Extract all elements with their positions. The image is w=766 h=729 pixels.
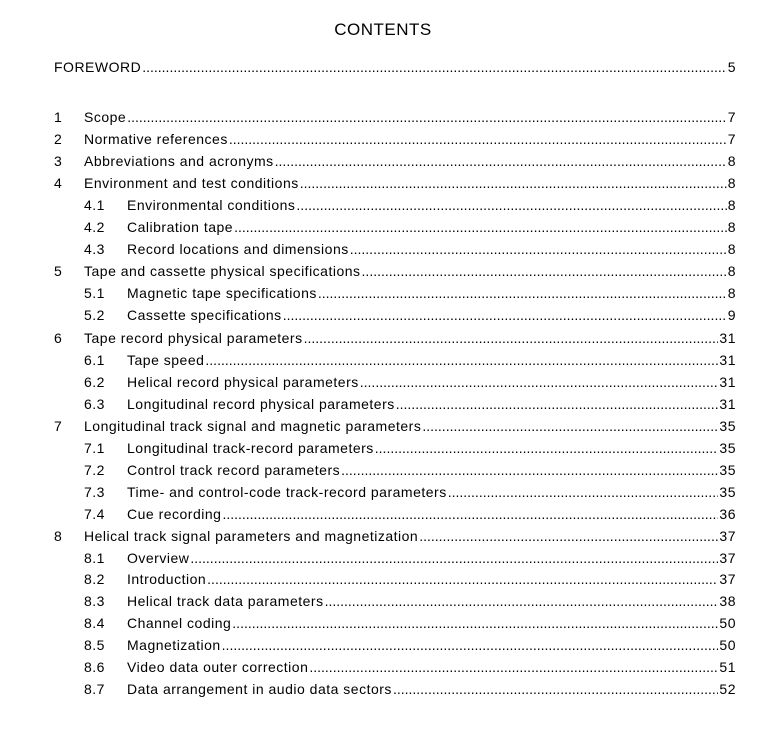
toc-entry-title: Record locations and dimensions: [127, 241, 349, 257]
toc-entry[interactable]: [54, 150, 736, 170]
toc-entry-page: 31: [719, 396, 736, 412]
toc-entry[interactable]: [54, 260, 736, 280]
toc-entry-page: 37: [719, 571, 736, 587]
toc-entry[interactable]: [54, 172, 736, 192]
dot-leader: [341, 461, 718, 479]
toc-entry-page: 50: [719, 615, 736, 631]
toc-entry-page: 8: [727, 263, 736, 279]
toc-entry[interactable]: [54, 393, 736, 413]
toc-entry-number: 3: [54, 153, 63, 169]
toc-entry-page: 51: [719, 659, 736, 675]
toc-entry[interactable]: [54, 106, 736, 126]
dot-leader: [207, 570, 718, 588]
toc-entry-title: Time- and control-code track-record parameters: [127, 484, 447, 500]
toc-entry-title: FOREWORD: [54, 59, 142, 75]
toc-entry-title: Calibration tape: [127, 219, 234, 235]
toc-entry[interactable]: [54, 437, 736, 457]
toc-entry-title: Tape record physical parameters: [84, 330, 303, 346]
dot-leader: [396, 395, 719, 413]
toc-entry-number: 8.7: [84, 681, 105, 697]
toc-entry-page: 35: [719, 418, 736, 434]
toc-entry-number: 8: [54, 528, 63, 544]
dot-leader: [422, 417, 718, 435]
toc-entry-number: 8.3: [84, 593, 105, 609]
toc-entry-number: 1: [54, 109, 63, 125]
toc-entry[interactable]: [54, 56, 736, 76]
dot-leader: [318, 284, 727, 302]
toc-entry-title: Magnetization: [127, 637, 221, 653]
toc-entry-page: 7: [727, 109, 736, 125]
dot-leader: [350, 240, 727, 258]
toc-entry[interactable]: [54, 128, 736, 148]
toc-entry-number: 7.3: [84, 484, 105, 500]
toc-entry-page: 8: [727, 219, 736, 235]
toc-entry[interactable]: [54, 216, 736, 236]
toc-entry-title: Data arrangement in audio data sectors: [127, 681, 392, 697]
toc-entry[interactable]: [54, 568, 736, 588]
toc-entry-title: Longitudinal record physical parameters: [127, 396, 395, 412]
toc-entry-page: 37: [719, 528, 736, 544]
toc-entry-title: Helical record physical parameters: [127, 374, 359, 390]
dot-leader: [300, 174, 727, 192]
toc-entry-number: 7.2: [84, 462, 105, 478]
toc-entry-page: 50: [719, 637, 736, 653]
toc-entry-number: 4: [54, 175, 63, 191]
dot-leader: [275, 152, 727, 170]
toc-entry-number: 5: [54, 263, 63, 279]
dot-leader: [375, 439, 719, 457]
dot-leader: [448, 483, 719, 501]
toc-entry-page: 37: [719, 550, 736, 566]
toc-entry[interactable]: [54, 304, 736, 324]
toc-entry-title: Environmental conditions: [127, 197, 296, 213]
toc-entry-page: 5: [727, 59, 736, 75]
toc-entry[interactable]: [54, 282, 736, 302]
toc-entry-page: 8: [727, 175, 736, 191]
toc-entry-number: 2: [54, 131, 63, 147]
toc-entry-page: 52: [719, 681, 736, 697]
toc-entry-number: 6.1: [84, 352, 105, 368]
dot-leader: [190, 549, 718, 567]
dot-leader: [127, 108, 727, 126]
toc-entry-number: 4.3: [84, 241, 105, 257]
toc-entry-number: 4.1: [84, 197, 105, 213]
dot-leader: [393, 680, 718, 698]
toc-entry[interactable]: [54, 349, 736, 369]
toc-entry[interactable]: [54, 678, 736, 698]
toc-entry-page: 38: [719, 593, 736, 609]
toc-entry-title: Tape speed: [127, 352, 205, 368]
toc-entry-title: Environment and test conditions: [84, 175, 299, 191]
toc-entry-title: Channel coding: [127, 615, 232, 631]
toc-entry-number: 6.2: [84, 374, 105, 390]
toc-entry[interactable]: [54, 238, 736, 258]
toc-entry-page: 36: [719, 506, 736, 522]
toc-entry[interactable]: [54, 612, 736, 632]
toc-entry-number: 7: [54, 418, 63, 434]
toc-entry-number: 8.4: [84, 615, 105, 631]
toc-entry-page: 35: [719, 484, 736, 500]
toc-entry[interactable]: [54, 459, 736, 479]
dot-leader: [419, 527, 718, 545]
toc-entry-page: 8: [727, 241, 736, 257]
dot-leader: [222, 505, 718, 523]
toc-entry-title: Normative references: [84, 131, 228, 147]
dot-leader: [304, 329, 719, 347]
toc-entry[interactable]: [54, 327, 736, 347]
toc-entry-page: 8: [727, 285, 736, 301]
dot-leader: [283, 306, 727, 324]
toc-entry-page: 31: [719, 352, 736, 368]
toc-entry-title: Cue recording: [127, 506, 222, 522]
toc-entry-page: 7: [727, 131, 736, 147]
toc-entry-page: 8: [727, 197, 736, 213]
toc-entry-title: Helical track signal parameters and magnetization: [84, 528, 419, 544]
dot-leader: [309, 658, 718, 676]
toc-entry-title: Overview: [127, 550, 190, 566]
toc-entry-page: 35: [719, 462, 736, 478]
toc-entry-title: Longitudinal track signal and magnetic parameters: [84, 418, 422, 434]
toc-entry-title: Magnetic tape specifications: [127, 285, 317, 301]
page-title: CONTENTS: [334, 20, 432, 39]
dot-leader: [234, 218, 727, 236]
toc-entry-number: 7.4: [84, 506, 105, 522]
toc-entry-title: Introduction: [127, 571, 207, 587]
toc-entry[interactable]: [54, 194, 736, 214]
toc-entry-number: 5.1: [84, 285, 105, 301]
dot-leader: [222, 636, 719, 654]
toc-entry-number: 6: [54, 330, 63, 346]
dot-leader: [142, 58, 726, 76]
toc-entry[interactable]: [54, 371, 736, 391]
toc-entry-page: 8: [727, 153, 736, 169]
toc-entry-number: 6.3: [84, 396, 105, 412]
dot-leader: [229, 130, 727, 148]
toc-entry[interactable]: [54, 547, 736, 567]
toc-entry-page: 9: [727, 307, 736, 323]
toc-entry[interactable]: [54, 481, 736, 501]
dot-leader: [296, 196, 726, 214]
toc-entry[interactable]: [54, 503, 736, 523]
toc-entry-title: Helical track data parameters: [127, 593, 324, 609]
toc-entry[interactable]: [54, 525, 736, 545]
dot-leader: [362, 262, 727, 280]
toc-entry[interactable]: [54, 656, 736, 676]
dot-leader: [205, 351, 718, 369]
toc-entry[interactable]: [54, 634, 736, 654]
toc-entry-number: 8.1: [84, 550, 105, 566]
toc-entry-title: Tape and cassette physical specifications: [84, 263, 361, 279]
toc-entry-number: 8.2: [84, 571, 105, 587]
toc-entry-number: 4.2: [84, 219, 105, 235]
toc-entry[interactable]: [54, 415, 736, 435]
toc-entry-title: Scope: [84, 109, 127, 125]
dot-leader: [360, 373, 719, 391]
toc-entry-title: Control track record parameters: [127, 462, 341, 478]
toc-entry[interactable]: [54, 590, 736, 610]
toc-entry-title: Cassette specifications: [127, 307, 282, 323]
toc-entry-number: 5.2: [84, 307, 105, 323]
toc-entry-number: 8.5: [84, 637, 105, 653]
toc-entry-page: 35: [719, 440, 736, 456]
toc-entry-title: Longitudinal track-record parameters: [127, 440, 374, 456]
toc-entry-title: Video data outer correction: [127, 659, 309, 675]
toc-entry-page: 31: [719, 374, 736, 390]
toc-entry-number: 8.6: [84, 659, 105, 675]
dot-leader: [325, 592, 719, 610]
toc-entry-number: 7.1: [84, 440, 105, 456]
toc-entry-page: 31: [719, 330, 736, 346]
dot-leader: [232, 614, 718, 632]
toc-entry-title: Abbreviations and acronyms: [84, 153, 274, 169]
